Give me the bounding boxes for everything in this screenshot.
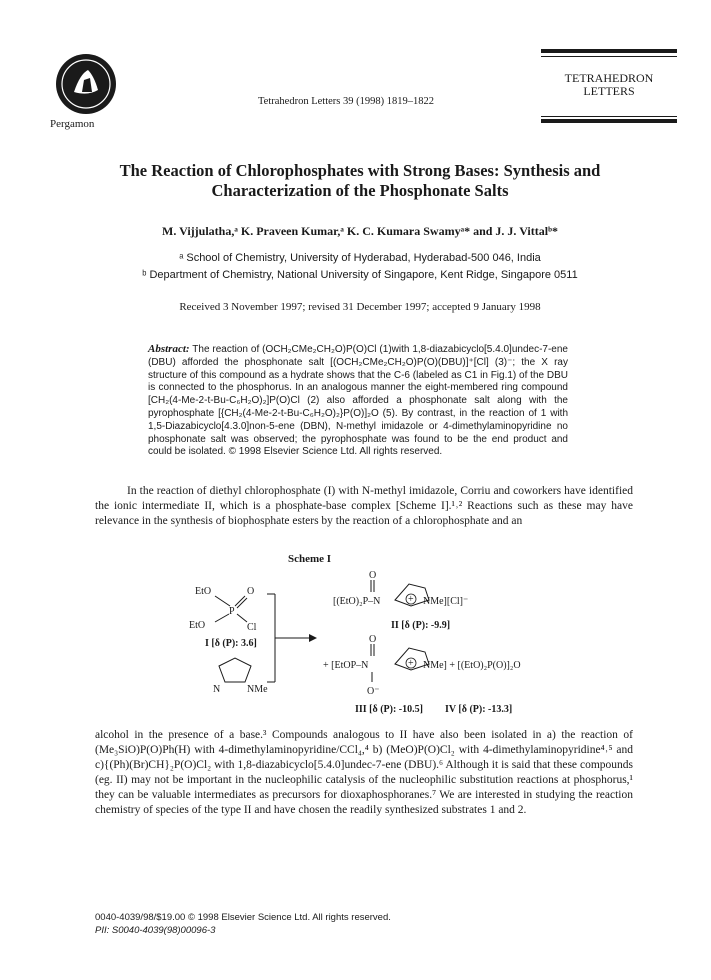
body-paragraph: In the reaction of diethyl chlorophosphate (I) with N-methyl imidazole, Corriu and coworkers have identified the ionic intermediate II, which is a phosphate-base complex [Scheme I].¹˒² Reactions such as these may have relevance in the synthesis of biophosphate esters by the reaction of a chlorophosphate and an xyxy=(95,485,633,527)
paper-title xyxy=(100,161,620,201)
body-paragraph: alcohol in the presence of a base.³ Compounds analogous to II have also been isolated in a) the reaction of (Me₃SiO)P(O)Ph(H) with 4-dimethylaminopyridine/CCl₄,⁴ b) (MeO)P(O)Cl₂ with 4-dimethylaminopyridine⁴˒⁵ and c){(Ph)(Br)CH}₂P(O)Cl₂ with 1,8-diazabicyclo[5.4.0]undec-7-ene (DBU).⁶ Although it is said that these compounds (eg. II) may not be important in the nucleophilic catalysis of the nucleophilic substitution reactions at phosphorus,¹ they can be valuable intermediates as precursors for dioxaphosphoranes.⁷ We are interested in studying the reaction chemistry of species of the type II and have chosen the readily synthesized substrates 1 and 2. xyxy=(95,729,633,816)
abstract xyxy=(148,343,568,459)
journal-name-line: LETTERS xyxy=(583,84,635,98)
scheme-text: + [EtOP–N xyxy=(323,660,369,671)
compound-label: III [δ (P): -10.5] xyxy=(355,704,423,715)
author-list: M. Vijjulatha,ᵃ K. Praveen Kumar,ᵃ K. C. Kumara Swamyᵃ* and J. J. Vittalᵇ* xyxy=(162,224,558,238)
compound-label: I [δ (P): 3.6] xyxy=(205,638,257,649)
scheme-text: EtO xyxy=(195,586,212,597)
header-rule xyxy=(541,119,677,123)
publisher-logo xyxy=(54,52,118,116)
scheme-text: O xyxy=(369,570,377,581)
header-rule xyxy=(541,49,677,53)
scheme-text: + xyxy=(408,594,414,605)
scheme-text: NMe][Cl]⁻ xyxy=(423,596,469,607)
footer-line: PII: S0040-4039(98)00096-3 xyxy=(95,925,216,936)
footer-line: 0040-4039/98/$19.00 © 1998 Elsevier Science Ltd. All rights reserved. xyxy=(95,912,391,923)
header-rule xyxy=(541,56,677,57)
reaction-scheme xyxy=(175,566,535,726)
scheme-text: O xyxy=(369,634,377,645)
received-dates: Received 3 November 1997; revised 31 December 1997; accepted 9 January 1998 xyxy=(179,301,541,313)
journal-name-line: TETRAHEDRON xyxy=(564,71,654,85)
compound-label: IV [δ (P): -13.3] xyxy=(445,704,513,715)
scheme-text: + xyxy=(408,658,414,669)
scheme-text: NMe] + [(EtO)₂P(O)]₂O xyxy=(423,660,521,671)
scheme-text: O⁻ xyxy=(367,686,380,697)
copyright-footer xyxy=(95,911,391,937)
abstract-label: Abstract: xyxy=(148,343,190,355)
scheme-text: NMe xyxy=(247,684,268,695)
compound-label: II [δ (P): -9.9] xyxy=(391,620,451,631)
affiliation: ᵃ School of Chemistry, University of Hyderabad, Hyderabad-500 046, India xyxy=(179,252,541,264)
title-line: Characterization of the Phosphonate Salts xyxy=(211,181,509,200)
abstract-text: The reaction of (OCH₂CMe₂CH₂O)P(O)Cl (1)with 1,8-diazabicyclo[5.4.0]undec-7-ene (DBU) afforded the phosphonate salt [(OCH₂CMe₂CH₂O)P(O)(DBU)]⁺[Cl] (3)⁻; the X ray structure of this compound as a hydrate shows that the C-6 (labeled as C1 in Fig.1) of the DBU is connected to the phosphorus. In an analogous manner the eight-membered ring compound [CH₂(4-Me-2-t-Bu-C₆H₂O)₂]P(O)Cl (2) also afforded a phosphonate salt along with the pyrophosphate [{CH₂(4-Me-2-t-Bu-C₆H₂O)₂}P(O)]₂O (5). By contrast, in the reaction of 1 with 1,5-Diazabicyclo[4.3.0]non-5-ene (DBN), N-methyl imidazole or 4-dimethylaminopyridine no phosphonate salt was observed; the pyrophosphate was found to be the end product and could be isolated. © 1998 Elsevier Science Ltd. All rights reserved. xyxy=(148,344,568,458)
scheme-text: Cl xyxy=(247,622,257,633)
header-rule xyxy=(541,116,677,117)
scheme-text: EtO xyxy=(189,620,206,631)
scheme-text: O xyxy=(247,586,255,597)
scheme-text: [(EtO)₂P–N xyxy=(333,596,381,607)
publisher-name: Pergamon xyxy=(50,118,95,130)
journal-reference: Tetrahedron Letters 39 (1998) 1819–1822 xyxy=(258,96,434,107)
title-line: The Reaction of Chlorophosphates with Strong Bases: Synthesis and xyxy=(119,161,601,180)
journal-name xyxy=(544,72,674,98)
scheme-text: P xyxy=(229,606,235,617)
scheme-text: N xyxy=(213,684,221,695)
affiliation: ᵇ Department of Chemistry, National University of Singapore, Kent Ridge, Singapore 0511 xyxy=(142,269,578,281)
scheme-label: Scheme I xyxy=(288,553,332,565)
